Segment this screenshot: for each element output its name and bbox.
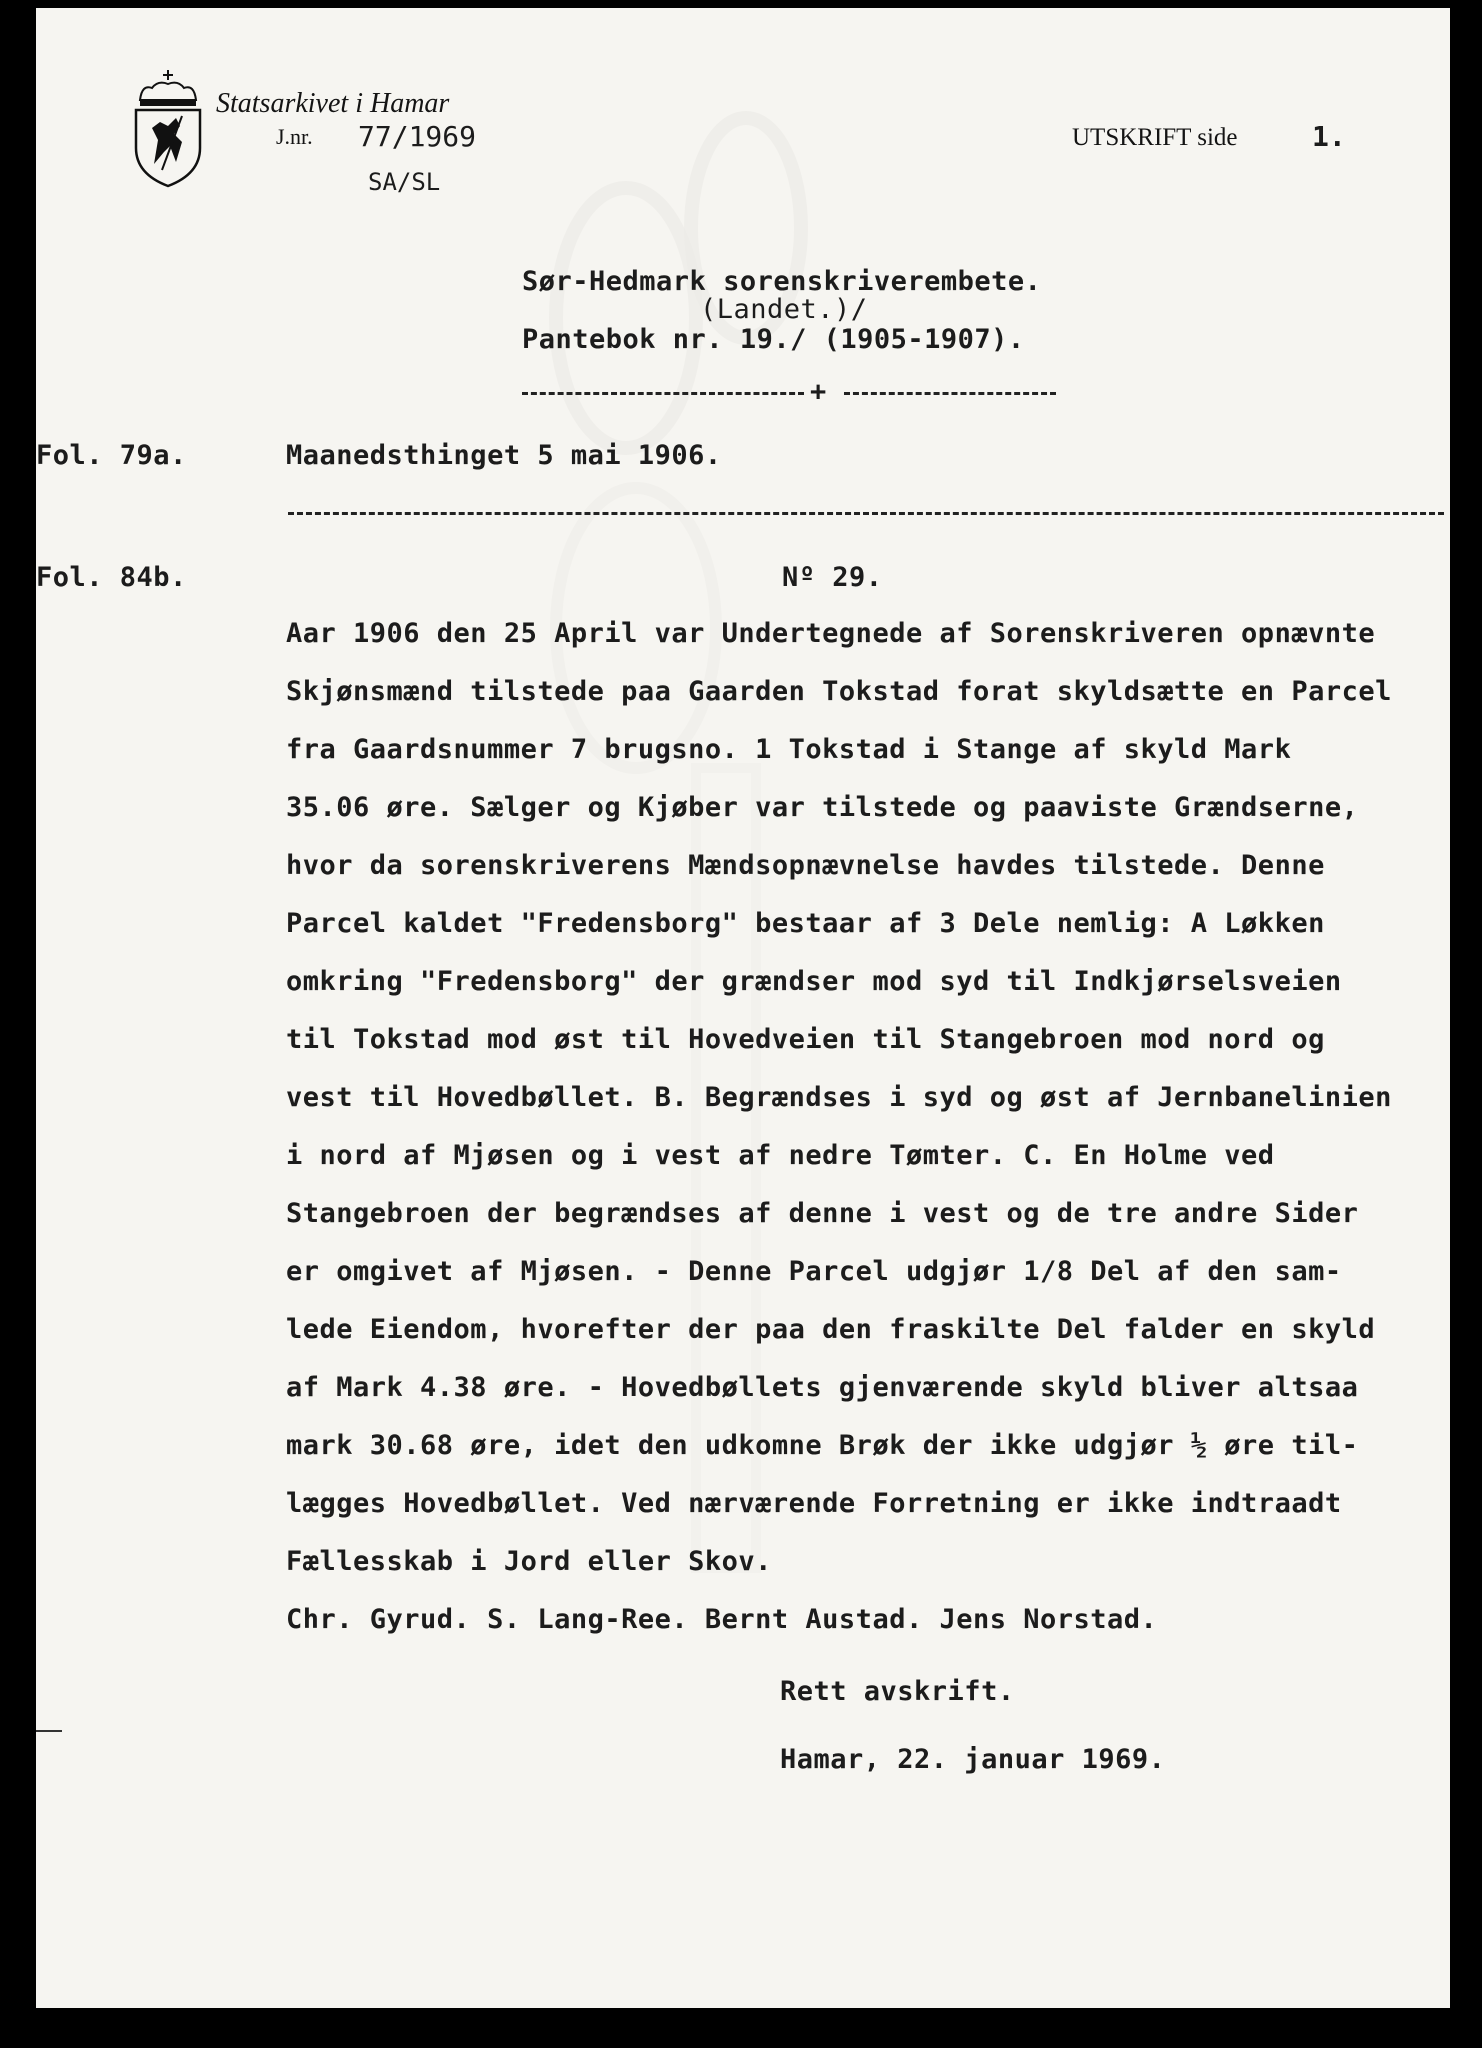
body-line: af Mark 4.38 øre. - Hovedbøllets gjenværende skyld bliver altsaa xyxy=(286,1372,1359,1403)
entry-heading-1: Maanedsthinget 5 mai 1906. xyxy=(286,440,722,471)
body-line: hvor da sorenskriverens Mændsopnævnelse havdes tilstede. Denne xyxy=(286,850,1325,881)
archive-name: Statsarkivet i Hamar xyxy=(216,88,450,119)
section-divider xyxy=(288,512,1444,515)
place-and-date: Hamar, 22. januar 1969. xyxy=(780,1744,1166,1775)
body-line: lægges Hovedbøllet. Ved nærværende Forretning er ikke indtraadt xyxy=(286,1488,1342,1519)
body-line: til Tokstad mod øst til Hovedveien til Stangebroen mod nord og xyxy=(286,1024,1325,1055)
body-line: Skjønsmænd tilstede paa Gaarden Tokstad forat skyldsætte en Parcel xyxy=(286,676,1392,707)
title-divider-right xyxy=(844,392,1056,395)
document-title-line1: Sør-Hedmark sorenskriverembete. xyxy=(522,266,1042,297)
body-line: lede Eiendom, hvorefter der paa den fraskilte Del falder en skyld xyxy=(286,1314,1376,1345)
body-line: 35.06 øre. Sælger og Kjøber var tilstede og paaviste Grændserne, xyxy=(286,792,1359,823)
coat-of-arms-logo xyxy=(132,70,204,188)
journal-number-label: J.nr. xyxy=(276,124,313,149)
entry-number: Nº 29. xyxy=(782,562,883,593)
margin-tick xyxy=(36,1730,62,1732)
document-title-line2: (Landet.)/ xyxy=(700,294,868,325)
certification-text: Rett avskrift. xyxy=(780,1676,1015,1707)
body-line: Aar 1906 den 25 April var Undertegnede af Sorenskriveren opnævnte xyxy=(286,618,1376,649)
folio-label-1: Fol. 79a. xyxy=(36,440,187,471)
body-line: Parcel kaldet "Fredensborg" bestaar af 3 Dele nemlig: A Løkken xyxy=(286,908,1325,939)
body-line: omkring "Fredensborg" der grændser mod syd til Indkjørselsveien xyxy=(286,966,1342,997)
initials: SA/SL xyxy=(368,168,441,196)
body-line: Stangebroen der begrændses af denne i vest og de tre andre Sider xyxy=(286,1198,1359,1229)
folio-label-2: Fol. 84b. xyxy=(36,562,187,593)
title-divider-left xyxy=(522,392,804,395)
body-line: fra Gaardsnummer 7 brugsno. 1 Tokstad i Stange af skyld Mark xyxy=(286,734,1292,765)
body-line: i nord af Mjøsen og i vest af nedre Tømter. C. En Holme ved xyxy=(286,1140,1275,1171)
body-line: vest til Hovedbøllet. B. Begrændses i syd og øst af Jernbanelinien xyxy=(286,1082,1392,1113)
signatories-line: Chr. Gyrud. S. Lang-Ree. Bernt Austad. Jens Norstad. xyxy=(286,1604,1158,1635)
document-title-line3: Pantebok nr. 19./ (1905-1907). xyxy=(522,324,1025,355)
utskrift-label: UTSKRIFT side xyxy=(1072,124,1238,151)
document-page xyxy=(36,8,1450,2008)
body-line: er omgivet af Mjøsen. - Denne Parcel udgjør 1/8 Del af den sam- xyxy=(286,1256,1342,1287)
page-number: 1. xyxy=(1312,120,1346,153)
body-line: Fællesskab i Jord eller Skov. xyxy=(286,1546,772,1577)
body-line: mark 30.68 øre, idet den udkomne Brøk der ikke udgjør ½ øre til- xyxy=(286,1430,1359,1461)
journal-number-value: 77/1969 xyxy=(358,120,477,153)
title-divider-mark: + xyxy=(810,376,827,407)
